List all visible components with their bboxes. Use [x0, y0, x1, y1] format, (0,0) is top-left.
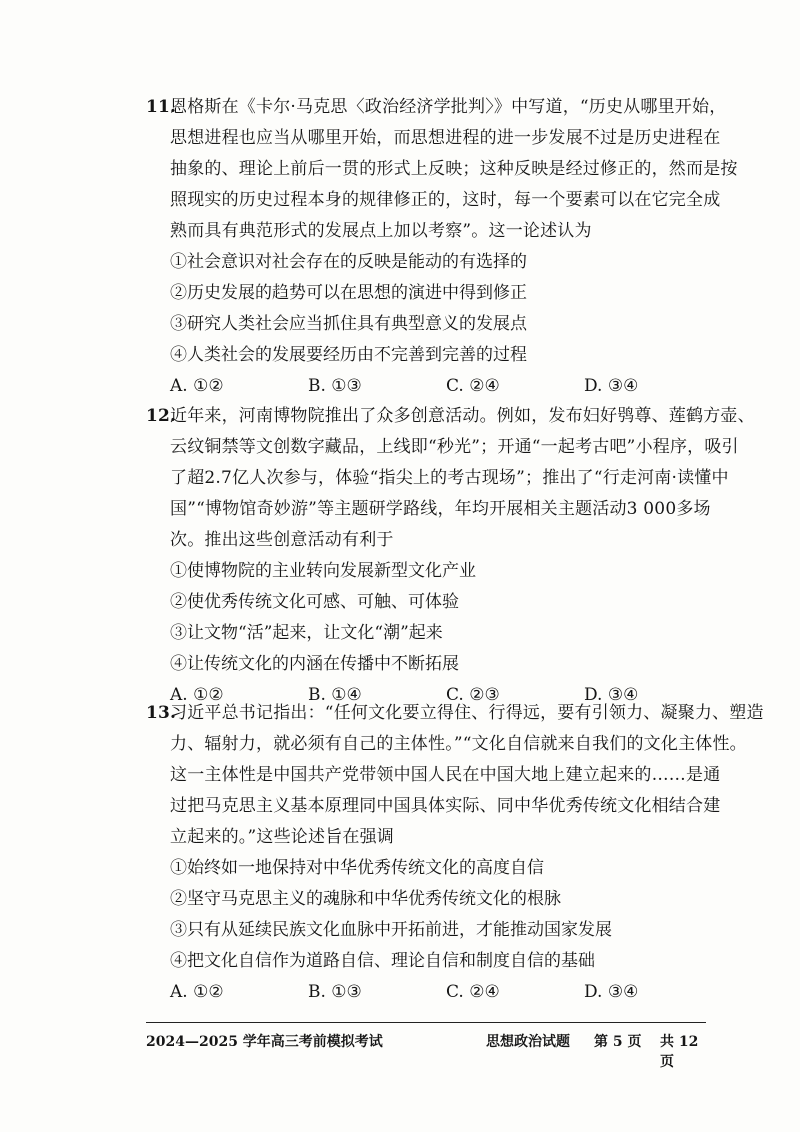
question-12 [146, 401, 755, 711]
stem-line: 照现实的历史过程本身的规律修正的，这时，每一个要素可以在它完全成 [170, 190, 721, 210]
exam-title: 2024—2025 学年高三考前模拟考试 [146, 1034, 383, 1050]
stem-text: 习近平总书记指出：“任何文化要立得住、行得远，要有引领力、凝聚力、塑造 [170, 703, 764, 723]
choice-b: B. ①④ [308, 685, 362, 705]
statement-option: ①社会意识对社会存在的反映是能动的有选择的 [170, 252, 527, 272]
choice-a: A. ①② [170, 376, 224, 396]
statement-option: ①始终如一地保持对中华优秀传统文化的高度自信 [170, 858, 544, 878]
statement-option: ④人类社会的发展要经历由不完善到完善的过程 [170, 345, 527, 365]
stem-line: 思想进程也应当从哪里开始，而思想进程的进一步发展不过是历史进程在 [170, 128, 721, 148]
stem-line: 次。推出这些创意活动有利于 [170, 530, 394, 550]
stem-line: 熟而具有典范形式的发展点上加以考察”。这一论述认为 [170, 221, 592, 241]
question-stem [146, 698, 764, 853]
statement-option: ③只有从延续民族文化血脉中开拓前进，才能推动国家发展 [170, 920, 612, 940]
statement-option: ①使博物院的主业转向发展新型文化产业 [170, 561, 476, 581]
stem-line [146, 698, 764, 729]
stem-line: 云纹铜禁等文创数字藏品，上线即“秒光”；开通“一起考古吧”小程序，吸引 [170, 437, 739, 457]
question-number: 13. [146, 703, 177, 723]
stem-line: 这一主体性是中国共产党带领中国人民在中国大地上建立起来的……是通 [170, 765, 721, 785]
statement-option: ③研究人类社会应当抓住具有典型意义的发展点 [170, 314, 527, 334]
question-13 [146, 698, 764, 1008]
choice-c: C. ②④ [446, 376, 500, 396]
statement-option: ④把文化自信作为道路自信、理论自信和制度自信的基础 [170, 951, 595, 971]
choice-a: A. ①② [170, 685, 224, 705]
answer-choices [146, 977, 726, 1008]
stem-text: 恩格斯在《卡尔·马克思〈政治经济学批判〉》中写道，“历史从哪里开始， [170, 97, 727, 117]
page-number: 第 5 页 [594, 1034, 642, 1050]
page-footer [146, 1031, 706, 1070]
statement-option: ②坚守马克思主义的魂脉和中华优秀传统文化的根脉 [170, 889, 561, 909]
question-number: 11. [146, 97, 177, 117]
statement-option: ③让文物“活”起来，让文化“潮”起来 [170, 623, 443, 643]
statement-option: ②历史发展的趋势可以在思想的演进中得到修正 [170, 283, 527, 303]
choice-b: B. ①③ [308, 982, 362, 1002]
question-stem [146, 92, 738, 247]
stem-text: 近年来，河南博物院推出了众多创意活动。例如，发布妇好鸮尊、莲鹤方壶、 [170, 406, 755, 426]
choice-d: D. ③④ [584, 982, 639, 1002]
stem-line [146, 401, 755, 432]
choice-a: A. ①② [170, 982, 224, 1002]
choice-d: D. ③④ [584, 376, 639, 396]
stem-line [146, 92, 726, 123]
subject-title: 思想政治试题 [486, 1034, 570, 1050]
answer-choices [146, 371, 726, 402]
statement-option: ④让传统文化的内涵在传播中不断拓展 [170, 654, 459, 674]
stem-line: 立起来的。”这些论述旨在强调 [170, 827, 394, 847]
stem-line: 国”“博物馆奇妙游”等主题研学路线，年均开展相关主题活动3 000多场 [170, 499, 711, 519]
stem-line: 力、辐射力，就必须有自己的主体性。”“文化自信就来自我们的文化主体性。 [170, 734, 747, 754]
page-total: 共 12 页 [660, 1034, 699, 1070]
question-11 [146, 92, 738, 402]
choice-c: C. ②④ [446, 982, 500, 1002]
stem-line: 过把马克思主义基本原理同中国具体实际、同中华优秀传统文化相结合建 [170, 796, 721, 816]
choice-c: C. ②③ [446, 685, 500, 705]
question-stem [146, 401, 755, 556]
statement-option: ②使优秀传统文化可感、可触、可体验 [170, 592, 459, 612]
stem-line: 了超2.7亿人次参与，体验“指尖上的考古现场”；推出了“行走河南·读懂中 [170, 468, 729, 488]
stem-line: 抽象的、理论上前后一贯的形式上反映；这种反映是经过修正的，然而是按 [170, 159, 738, 179]
choice-d: D. ③④ [584, 685, 639, 705]
choice-b: B. ①③ [308, 376, 362, 396]
question-number: 12. [146, 406, 177, 426]
footer-divider [146, 1022, 706, 1023]
